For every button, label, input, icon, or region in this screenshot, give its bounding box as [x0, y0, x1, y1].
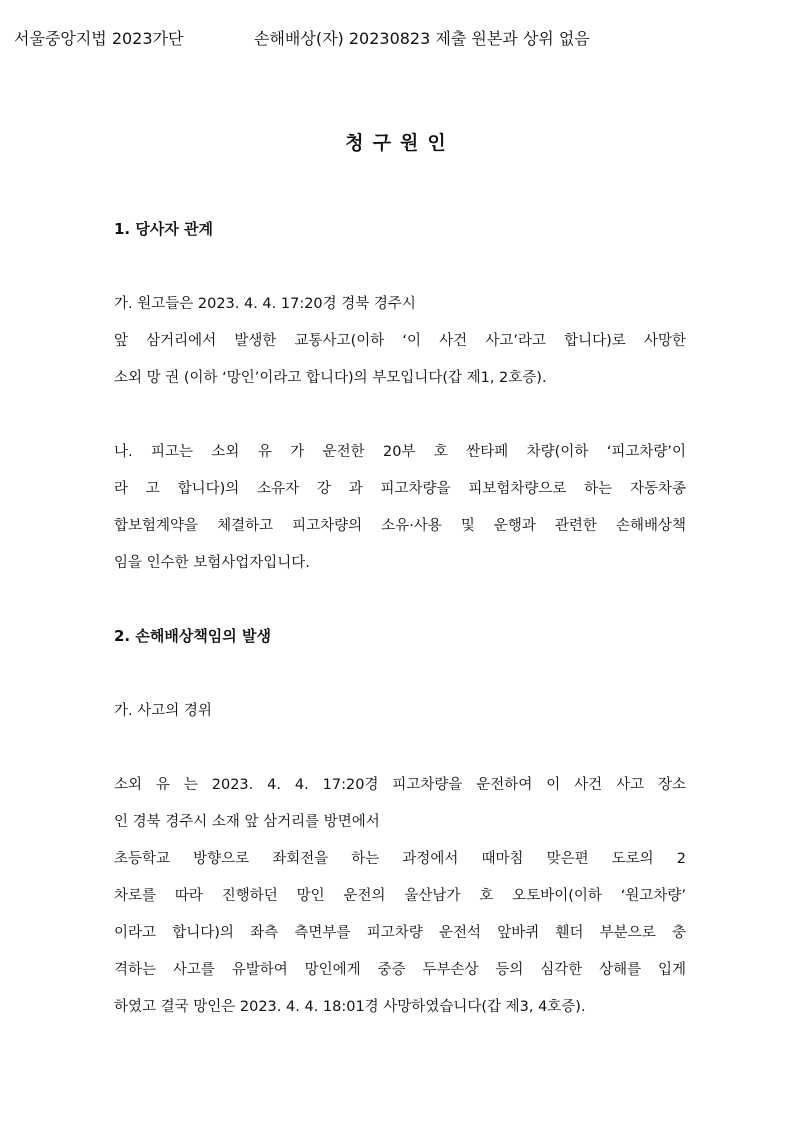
case-stamp: 손해배상(자) 20230823 제출 원본과 상위 없음 — [254, 29, 590, 48]
paragraph-line: 소외 망 권 (이하 ‘망인’이라고 합니다)의 부모입니다(갑 제1, 2호증). — [114, 370, 547, 386]
paragraph-line: 차로를 따라 진행하던 망인 운전의 울산남가 호 오토바이(이하 ‘원고차량’ — [114, 888, 686, 904]
paragraph-line: 나. 피고는 소외 유 가 운전한 20부 호 싼타페 차량(이하 ‘피고차량’이 — [114, 444, 686, 460]
section-2-heading: 2. 손해배상책임의 발생 — [114, 627, 271, 645]
paragraph-line: 소외 유 는 2023. 4. 4. 17:20경 피고차량을 운전하여 이 사건 사고 장소 — [114, 777, 686, 793]
page-title: 청구원인 — [345, 132, 455, 154]
paragraph-line: 합보험계약을 체결하고 피고차량의 소유·사용 및 운행과 관련한 손해배상책 — [114, 518, 686, 534]
paragraph-line: 인 경북 경주시 소재 앞 삼거리를 방면에서 — [114, 814, 380, 830]
court-stamp: 서울중앙지법 2023가단 — [14, 29, 184, 48]
paragraph-line: 앞 삼거리에서 발생한 교통사고(이하 ‘이 사건 사고’라고 합니다)로 사망한 — [114, 333, 686, 349]
paragraph-line: 초등학교 방향으로 좌회전을 하는 과정에서 때마침 맞은편 도로의 2 — [114, 851, 686, 867]
paragraph-line: 라 고 합니다)의 소유자 강 과 피고차량을 피보험차량으로 하는 자동차종 — [114, 481, 686, 497]
paragraph-line: 격하는 사고를 유발하여 망인에게 중증 두부손상 등의 심각한 상해를 입게 — [114, 962, 686, 978]
paragraph-line: 이라고 합니다)의 좌측 측면부를 피고차량 운전석 앞바퀴 휀더 부분으로 충 — [114, 925, 686, 941]
paragraph-line: 하였고 결국 망인은 2023. 4. 4. 18:01경 사망하였습니다(갑 제3, 4호증). — [114, 999, 586, 1015]
paragraph-line: 가. 원고들은 2023. 4. 4. 17:20경 경북 경주시 — [114, 296, 416, 312]
section-1-heading: 1. 당사자 관계 — [114, 220, 214, 238]
subsection-heading: 가. 사고의 경위 — [114, 703, 212, 719]
paragraph-line: 임을 인수한 보험사업자입니다. — [114, 555, 310, 571]
